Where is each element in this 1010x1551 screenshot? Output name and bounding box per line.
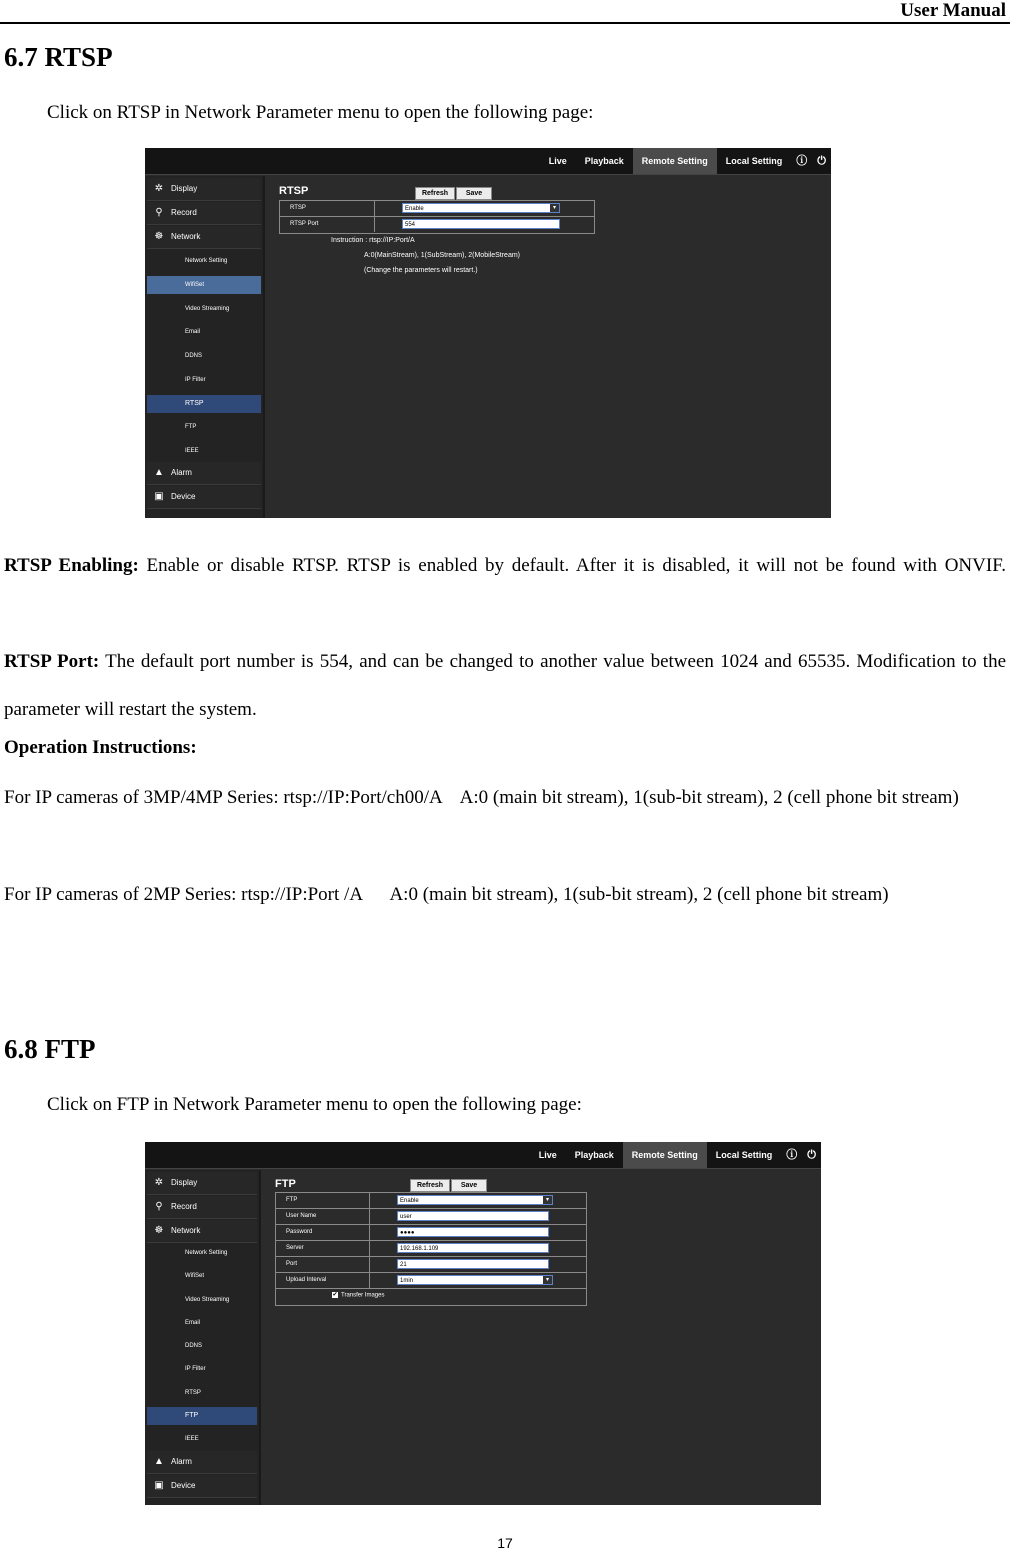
sidebar-item-network[interactable] [147, 1220, 257, 1243]
search-icon: ⚲ [155, 207, 163, 218]
operation-heading-text: Operation Instructions: [4, 737, 197, 758]
nav-playback[interactable]: Playback [584, 156, 624, 166]
save-button[interactable]: Save [451, 1179, 487, 1192]
sidebar-item-device[interactable] [147, 486, 261, 509]
user-name-label: User Name [286, 1213, 317, 1219]
sidebar-item-network[interactable] [147, 226, 261, 249]
submenu-email[interactable]: Email [185, 329, 201, 335]
nav-local-setting[interactable]: Local Setting [715, 1150, 773, 1160]
search-icon: ⚲ [155, 1201, 163, 1212]
device-icon: ▣ [154, 491, 164, 502]
top-nav-bar [145, 148, 831, 175]
submenu-wifiset[interactable]: WifiSet [147, 276, 261, 294]
submenu-ieee[interactable]: IEEE [185, 448, 199, 454]
alarm-icon: ▲ [154, 1456, 164, 1467]
chevron-down-icon: ▾ [543, 1276, 552, 1284]
sidebar [145, 1170, 259, 1505]
rtsp-select-value: Enable [405, 206, 424, 212]
rtsp-form-title: RTSP [279, 185, 309, 197]
sidebar-item-label: Display [171, 184, 198, 193]
sidebar [145, 176, 263, 518]
port-input[interactable]: 21 [397, 1259, 549, 1269]
ftp-heading: 6.8 FTP [4, 1034, 96, 1064]
password-label: Password [286, 1229, 313, 1235]
ftp-label: FTP [286, 1197, 298, 1203]
sidebar-item-alarm[interactable] [147, 462, 261, 485]
submenu-ftp[interactable]: FTP [147, 1407, 257, 1425]
nav-live[interactable]: Live [538, 1150, 557, 1160]
transfer-images-label: Transfer Images [341, 1292, 385, 1299]
nav-remote-setting[interactable]: Remote Setting [633, 148, 717, 174]
transfer-images-option[interactable] [332, 1292, 384, 1299]
header-rule [0, 22, 1010, 24]
sidebar-divider [259, 1170, 261, 1505]
submenu-network-setting[interactable]: Network Setting [185, 1250, 228, 1256]
sidebar-item-label: Alarm [171, 468, 192, 477]
rtsp-port-input[interactable]: 554 [402, 219, 560, 229]
info-icon[interactable]: ⓘ [786, 1149, 798, 1161]
submenu-ddns[interactable]: DDNS [185, 353, 203, 359]
rtsp-port-para [4, 638, 1006, 734]
rtsp-heading: 6.7 RTSP [4, 42, 113, 72]
ftp-select-value: Enable [400, 1198, 419, 1204]
column-divider [369, 1209, 370, 1224]
upload-interval-select[interactable] [397, 1275, 553, 1285]
column-divider [374, 217, 375, 232]
display-icon: ✲ [154, 183, 164, 194]
sidebar-item-label: Network [171, 232, 201, 241]
header-title: User Manual [900, 0, 1006, 21]
sidebar-item-label: Device [171, 1481, 196, 1490]
ftp-row [276, 1193, 586, 1209]
info-icon[interactable]: ⓘ [796, 155, 808, 167]
rtsp-port-label: RTSP Port: [4, 651, 100, 672]
display-icon: ✲ [154, 1177, 164, 1188]
alarm-icon: ▲ [154, 467, 164, 478]
rtsp-intro: Click on RTSP in Network Parameter menu to open the following page: [47, 102, 594, 123]
operation-line2: For IP cameras of 2MP Series: rtsp://IP:Port /A A:0 (main bit stream), 1(sub-bit stream), 2 (cell phone bit stream) [4, 884, 889, 905]
sidebar-item-alarm[interactable] [147, 1451, 257, 1474]
rtsp-label: RTSP [290, 205, 306, 211]
ftp-form-title: FTP [275, 1178, 296, 1190]
rtsp-enabling-label: RTSP Enabling: [4, 555, 139, 576]
column-divider [369, 1257, 370, 1272]
sidebar-item-display[interactable] [147, 178, 261, 201]
port-label: Port [286, 1261, 298, 1267]
ftp-select[interactable] [397, 1195, 553, 1205]
user-name-row [276, 1209, 586, 1225]
instruction-line1: Instruction : rtsp://IP:Port/A [331, 237, 415, 244]
rtsp-row [280, 201, 594, 217]
checkbox-checked-icon[interactable]: ✔ [332, 1292, 338, 1298]
device-icon: ▣ [154, 1480, 164, 1491]
column-divider [369, 1241, 370, 1256]
sidebar-item-label: Record [171, 208, 197, 217]
sidebar-item-label: Alarm [171, 1457, 192, 1466]
rtsp-port-row [280, 217, 594, 232]
rtsp-screenshot [145, 148, 831, 518]
top-nav-bar [145, 1142, 821, 1169]
nav-local-setting[interactable]: Local Setting [725, 156, 783, 166]
sidebar-item-label: Device [171, 492, 196, 501]
rtsp-port-label: RTSP Port [290, 221, 319, 227]
rtsp-port-text: The default port number is 554, and can be changed to another value between 1024 and 65535. Modification to the parameter will restart the system. [4, 651, 1007, 720]
sidebar-divider [263, 176, 265, 518]
chevron-down-icon: ▾ [550, 204, 559, 212]
submenu-ieee[interactable]: IEEE [185, 1436, 199, 1442]
refresh-button[interactable]: Refresh [410, 1179, 450, 1192]
chevron-down-icon: ▾ [543, 1196, 552, 1204]
operation-heading [4, 737, 197, 759]
power-icon[interactable]: ⏻ [807, 1149, 816, 1161]
nav-playback[interactable]: Playback [574, 1150, 614, 1160]
submenu-wifiset[interactable]: WifiSet [185, 1273, 205, 1279]
server-label: Server [286, 1245, 304, 1251]
password-row [276, 1225, 586, 1241]
submenu-ddns[interactable]: DDNS [185, 1343, 203, 1349]
upload-interval-label: Upload Interval [286, 1277, 327, 1283]
rtsp-enabling-text: Enable or disable RTSP. RTSP is enabled by default. After it is disabled, it will not be found with ONVIF. [138, 555, 1007, 576]
server-row [276, 1241, 586, 1257]
rtsp-form [279, 200, 595, 234]
column-divider [374, 201, 375, 216]
submenu-ip-filter[interactable]: IP Filter [185, 1366, 206, 1372]
column-divider [369, 1193, 370, 1208]
column-divider [369, 1273, 370, 1288]
nav-live[interactable]: Live [548, 156, 567, 166]
network-icon: ☸ [154, 231, 164, 242]
sidebar-item-device[interactable] [147, 1475, 257, 1498]
instruction-line2: A:0(MainStream), 1(SubStream), 2(MobileStream) [364, 252, 520, 259]
page-number: 17 [497, 1535, 513, 1551]
submenu-ftp[interactable]: FTP [185, 424, 197, 430]
column-divider [369, 1225, 370, 1240]
operation-line1: For IP cameras of 3MP/4MP Series: rtsp://IP:Port/ch00/A A:0 (main bit stream), 1(sub-bit stream), 2 (cell phone bit stream) [4, 787, 959, 808]
upload-interval-row [276, 1273, 586, 1289]
sidebar-item-label: Record [171, 1202, 197, 1211]
submenu-rtsp[interactable]: RTSP [147, 395, 261, 413]
save-button[interactable]: Save [456, 187, 492, 200]
upload-interval-value: 1min [400, 1278, 414, 1284]
network-icon: ☸ [154, 1225, 164, 1236]
rtsp-enabling-para [4, 542, 1006, 590]
ftp-intro: Click on FTP in Network Parameter menu to open the following page: [47, 1094, 582, 1115]
instruction-line3: (Change the parameters will restart.) [364, 267, 478, 274]
power-icon[interactable]: ⏻ [817, 155, 826, 167]
password-input[interactable]: ●●●● [397, 1227, 549, 1237]
sidebar-item-label: Network [171, 1226, 201, 1235]
server-input[interactable]: 192.168.1.109 [397, 1243, 549, 1253]
submenu-network-setting[interactable]: Network Setting [185, 258, 228, 264]
submenu-rtsp[interactable]: RTSP [185, 1390, 201, 1396]
submenu-ip-filter[interactable]: IP Filter [185, 377, 206, 383]
sidebar-item-display[interactable] [147, 1172, 257, 1195]
submenu-email[interactable]: Email [185, 1320, 201, 1326]
sidebar-item-record[interactable] [147, 1196, 257, 1219]
user-name-input[interactable]: user [397, 1211, 549, 1221]
port-row [276, 1257, 586, 1273]
ftp-form [275, 1192, 587, 1306]
submenu-video-streaming[interactable]: Video Streaming [185, 306, 230, 312]
rtsp-select[interactable] [402, 203, 560, 213]
sidebar-item-record[interactable] [147, 202, 261, 225]
nav-remote-setting[interactable]: Remote Setting [623, 1142, 707, 1168]
submenu-video-streaming[interactable]: Video Streaming [185, 1297, 230, 1303]
sidebar-item-label: Display [171, 1178, 198, 1187]
refresh-button[interactable]: Refresh [415, 187, 455, 200]
ftp-screenshot [145, 1142, 821, 1505]
